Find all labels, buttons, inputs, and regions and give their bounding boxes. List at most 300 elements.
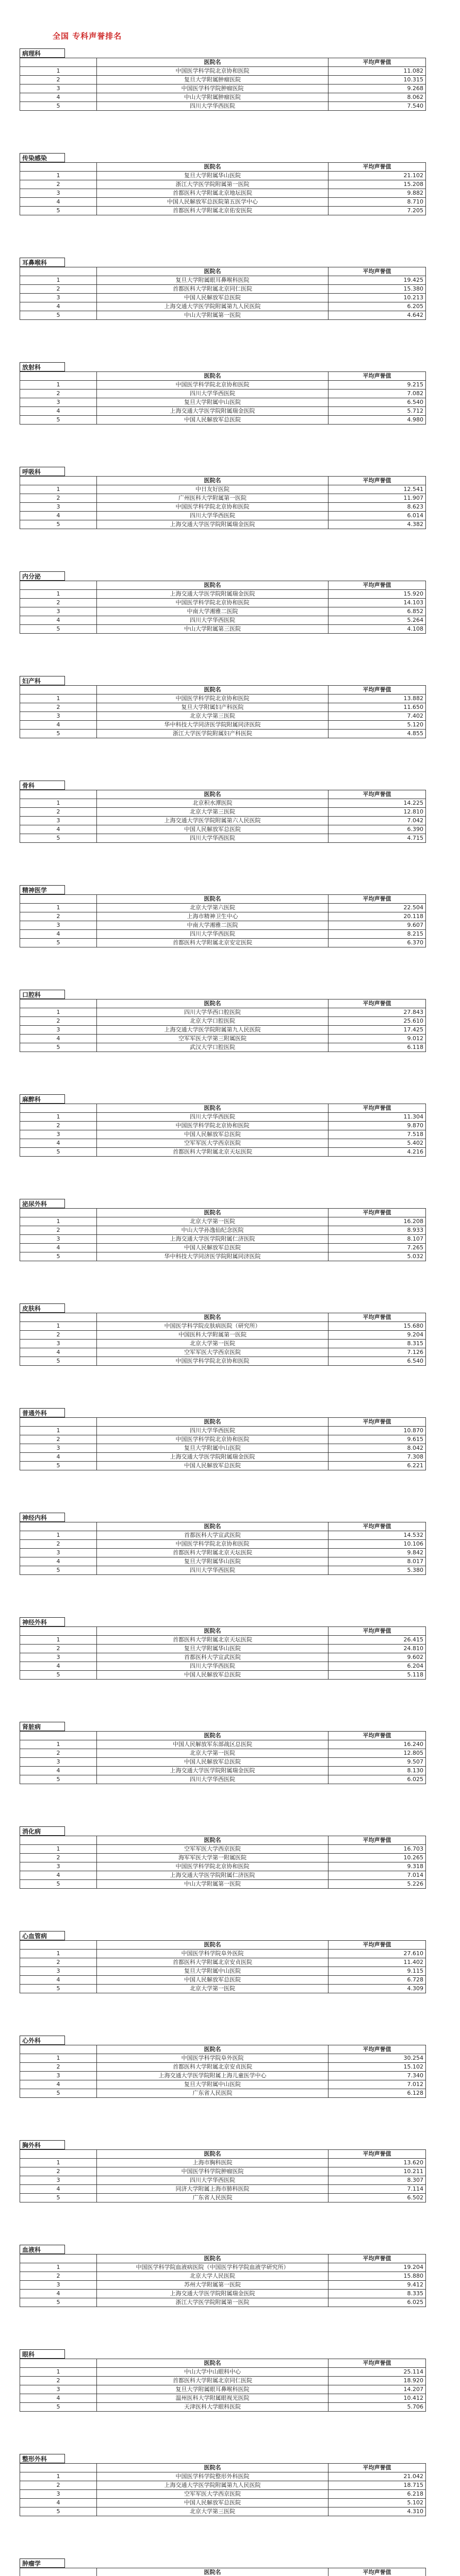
cell-rank: 3 [20,607,97,616]
ranking-table [20,1940,426,1993]
dept-section [20,153,423,215]
cell-hospital: 四川大学华西医院 [97,834,328,843]
cell-score: 5.706 [328,2403,426,2412]
cell-score: 11.082 [328,67,426,76]
column-header-score: 平均声誉值 [328,1209,426,1217]
table-row [20,1348,426,1357]
column-header-rank [20,2045,97,2054]
cell-hospital: 北京大学第六医院 [97,904,328,912]
table-header-row [20,2464,426,2472]
cell-hospital: 广东省人民医院 [97,2194,328,2202]
cell-hospital: 中国医学科学院北京协和医院 [97,67,328,76]
cell-rank: 3 [20,1549,97,1557]
cell-hospital: 上海市精神卫生中心 [97,912,328,921]
table-row [20,825,426,834]
cell-hospital: 首都医科大学附属北京天坛医院 [97,1636,328,1645]
cell-rank: 4 [20,825,97,834]
table-row [20,102,426,111]
cell-hospital: 上海市胸科医院 [97,2159,328,2167]
column-header-rank [20,2568,97,2576]
cell-rank: 5 [20,2507,97,2516]
cell-rank: 5 [20,2298,97,2307]
cell-rank: 4 [20,1035,97,1043]
cell-hospital: 天津医科大学眼科医院 [97,2403,328,2412]
cell-hospital: 中国人民解放军总医院 [97,1976,328,1985]
cell-hospital: 浙江大学医学院附属妇产科医院 [97,730,328,738]
cell-score: 9.882 [328,189,426,198]
cell-rank: 4 [20,1871,97,1880]
cell-hospital: 北京大学第三医院 [97,808,328,817]
cell-hospital: 北京大学第一医院 [97,1749,328,1758]
cell-hospital: 中国人民解放军总医院 [97,1130,328,1139]
ranking-table [20,162,426,215]
table-row [20,2385,426,2394]
dept-section [20,571,423,634]
cell-score: 5.102 [328,2499,426,2507]
cell-score: 4.310 [328,2507,426,2516]
column-header-rank [20,2359,97,2368]
dept-section [20,467,423,529]
cell-score: 7.042 [328,817,426,825]
cell-score: 8.335 [328,2290,426,2298]
cell-hospital: 中国医学科学院肿瘤医院 [97,84,328,93]
table-header-row [20,999,426,1008]
cell-hospital: 中国人民解放军总医院 [97,1758,328,1767]
cell-score: 6.390 [328,825,426,834]
column-header-hospital: 医院名 [97,2255,328,2263]
table-row [20,730,426,738]
cell-score: 6.502 [328,2194,426,2202]
column-header-score: 平均声誉值 [328,372,426,381]
cell-hospital: 复旦大学附属妇产科医院 [97,703,328,712]
table-row [20,302,426,311]
cell-score: 16.703 [328,1845,426,1854]
cell-rank: 5 [20,1775,97,1784]
table-row [20,921,426,930]
cell-score: 8.130 [328,1767,426,1775]
cell-rank: 2 [20,494,97,503]
cell-hospital: 首都医科大学附属北京天坛医院 [97,1148,328,1157]
cell-score: 10.213 [328,294,426,302]
cell-hospital: 四川大学华西医院 [97,1566,328,1575]
ranking-table [20,790,426,843]
cell-hospital: 上海交通大学医学院附属仁济医院 [97,1235,328,1244]
cell-rank: 3 [20,2281,97,2290]
table-row [20,1958,426,1967]
cell-score: 13.882 [328,694,426,703]
dept-section [20,1303,423,1366]
cell-score: 6.128 [328,2089,426,2098]
dept-section [20,362,423,425]
sections-container [0,48,460,2576]
table-row [20,799,426,808]
cell-hospital: 首都医科大学附属北京佑安医院 [97,207,328,215]
cell-rank: 1 [20,2368,97,2377]
column-header-score: 平均声誉值 [328,1313,426,1322]
ranking-table [20,1626,426,1680]
table-row [20,616,426,625]
cell-rank: 1 [20,381,97,389]
cell-score: 7.308 [328,1453,426,1462]
cell-hospital: 复旦大学附属中山医院 [97,1967,328,1976]
cell-rank: 1 [20,1217,97,1226]
dept-label: 精神医学 [20,885,65,894]
cell-hospital: 中山大学附属肿瘤医院 [97,93,328,102]
cell-rank: 2 [20,389,97,398]
column-header-rank [20,1627,97,1636]
cell-rank: 2 [20,1331,97,1340]
table-header-row [20,1418,426,1427]
table-row [20,2089,426,2098]
cell-rank: 5 [20,311,97,320]
cell-score: 9.412 [328,2281,426,2290]
cell-score: 25.114 [328,2368,426,2377]
dept-section [20,1931,423,1993]
cell-hospital: 上海交通大学医学院附属瑞金医院 [97,1453,328,1462]
cell-hospital: 四川大学华西口腔医院 [97,1008,328,1017]
cell-rank: 1 [20,2472,97,2481]
cell-score: 9.607 [328,921,426,930]
cell-hospital: 复旦大学附属华山医院 [97,172,328,180]
column-header-hospital: 医院名 [97,895,328,904]
table-row [20,2377,426,2385]
table-row [20,207,426,215]
table-row [20,172,426,180]
column-header-score: 平均声誉值 [328,1522,426,1531]
cell-hospital: 中国人民解放军总医院 [97,2499,328,2507]
cell-hospital: 复旦大学附属肿瘤医院 [97,76,328,84]
cell-hospital: 空军军医大学西京医院 [97,1348,328,1357]
dept-label: 眼科 [20,2349,65,2359]
table-row [20,2499,426,2507]
cell-rank: 2 [20,1226,97,1235]
cell-hospital: 上海交通大学医学院附属瑞金医院 [97,590,328,599]
cell-rank: 5 [20,2403,97,2412]
table-row [20,84,426,93]
ranking-table [20,894,426,947]
cell-score: 7.265 [328,1244,426,1252]
table-row [20,503,426,512]
column-header-rank [20,1209,97,1217]
table-row [20,416,426,425]
dept-section [20,1722,423,1784]
cell-score: 11.402 [328,1958,426,1967]
cell-score: 9.115 [328,1967,426,1976]
table-row [20,1427,426,1435]
cell-score: 14.103 [328,599,426,607]
table-row [20,599,426,607]
cell-score: 6.221 [328,1462,426,1470]
cell-score: 12.810 [328,808,426,817]
column-header-score: 平均声誉值 [328,999,426,1008]
cell-hospital: 复旦大学附属中山医院 [97,2080,328,2089]
cell-hospital: 上海交通大学医学院附属上海儿童医学中心 [97,2072,328,2080]
cell-rank: 5 [20,1043,97,1052]
column-header-hospital: 医院名 [97,1836,328,1845]
column-header-rank [20,686,97,694]
cell-hospital: 首都医科大学附属北京同仁医院 [97,2377,328,2385]
cell-score: 9.204 [328,1331,426,1340]
cell-score: 8.042 [328,1444,426,1453]
ranking-table [20,2254,426,2307]
table-row [20,912,426,921]
table-row [20,2394,426,2403]
table-row [20,2368,426,2377]
cell-rank: 4 [20,2394,97,2403]
cell-rank: 1 [20,1740,97,1749]
cell-score: 14.532 [328,1531,426,1540]
cell-score: 9.507 [328,1758,426,1767]
cell-hospital: 中山大学孙逸仙纪念医院 [97,1226,328,1235]
cell-hospital: 苏州大学附属第一医院 [97,2281,328,2290]
table-row [20,407,426,416]
cell-hospital: 首都医科大学附属北京同仁医院 [97,285,328,294]
cell-rank: 2 [20,703,97,712]
column-header-hospital: 医院名 [97,2359,328,2368]
cell-hospital: 复旦大学附属眼耳鼻喉科医院 [97,2385,328,2394]
cell-score: 4.382 [328,520,426,529]
table-header-row [20,1522,426,1531]
dept-section [20,1826,423,1889]
cell-rank: 3 [20,1758,97,1767]
dept-label: 肿瘤学 [20,2558,65,2568]
cell-hospital: 上海交通大学医学院附属瑞金医院 [97,407,328,416]
cell-hospital: 海军军医大学第一附属医院 [97,1854,328,1862]
cell-rank: 3 [20,817,97,825]
cell-hospital: 四川大学华西医院 [97,616,328,625]
table-row [20,311,426,320]
cell-hospital: 北京大学第一医院 [97,1217,328,1226]
cell-hospital: 空军军医大学西京医院 [97,1139,328,1148]
cell-rank: 3 [20,503,97,512]
cell-rank: 1 [20,904,97,912]
cell-score: 30.254 [328,2054,426,2063]
ranking-table [20,58,426,111]
column-header-rank [20,58,97,67]
cell-score: 5.712 [328,407,426,416]
table-row [20,1462,426,1470]
cell-hospital: 上海交通大学医学院附属第六人民医院 [97,817,328,825]
cell-score: 24.810 [328,1645,426,1653]
cell-score: 15.208 [328,180,426,189]
cell-hospital: 北京大学第三医院 [97,712,328,721]
dept-section [20,2454,423,2516]
cell-score: 9.268 [328,84,426,93]
cell-score: 12.541 [328,485,426,494]
cell-rank: 4 [20,1976,97,1985]
cell-rank: 1 [20,2159,97,2167]
cell-score: 13.620 [328,2159,426,2167]
cell-rank: 2 [20,1122,97,1130]
cell-score: 10.870 [328,1427,426,1435]
column-header-score: 平均声誉值 [328,58,426,67]
cell-rank: 2 [20,1645,97,1653]
cell-rank: 5 [20,2194,97,2202]
cell-rank: 2 [20,1435,97,1444]
cell-rank: 5 [20,416,97,425]
cell-hospital: 中国医学科学院北京协和医院 [97,1540,328,1549]
column-header-score: 平均声誉值 [328,686,426,694]
cell-rank: 3 [20,2072,97,2080]
cell-hospital: 中山大学附属第三医院 [97,625,328,634]
table-header-row [20,2150,426,2159]
column-header-rank [20,790,97,799]
column-header-hospital: 医院名 [97,2150,328,2159]
cell-hospital: 中国人民解放军总医院 [97,1244,328,1252]
cell-rank: 2 [20,599,97,607]
cell-rank: 4 [20,1557,97,1566]
cell-rank: 1 [20,1845,97,1854]
table-row [20,694,426,703]
table-row [20,1340,426,1348]
cell-score: 21.042 [328,2472,426,2481]
table-row [20,1035,426,1043]
cell-rank: 3 [20,921,97,930]
cell-hospital: 复旦大学附属中山医院 [97,398,328,407]
cell-score: 7.014 [328,1871,426,1880]
column-header-rank [20,2150,97,2159]
column-header-hospital: 医院名 [97,372,328,381]
table-header-row [20,895,426,904]
cell-hospital: 中国人民解放军总医院 [97,1671,328,1680]
dept-label: 整形外科 [20,2454,65,2463]
cell-rank: 2 [20,2377,97,2385]
dept-section [20,2140,423,2202]
table-header-row [20,2045,426,2054]
cell-score: 6.205 [328,302,426,311]
table-row [20,1845,426,1854]
dept-section [20,1199,423,1261]
table-row [20,1540,426,1549]
cell-rank: 5 [20,730,97,738]
cell-hospital: 首都医科大学宣武医院 [97,1531,328,1540]
cell-rank: 3 [20,398,97,407]
table-header-row [20,1836,426,1845]
table-row [20,1139,426,1148]
table-row [20,2159,426,2167]
column-header-hospital: 医院名 [97,2568,328,2576]
table-row [20,2167,426,2176]
ranking-table [20,999,426,1052]
cell-rank: 1 [20,799,97,808]
cell-rank: 1 [20,1636,97,1645]
cell-score: 8.062 [328,93,426,102]
cell-rank: 1 [20,1950,97,1958]
column-header-score: 平均声誉值 [328,2045,426,2054]
table-row [20,1017,426,1026]
table-row [20,1767,426,1775]
cell-rank: 3 [20,2490,97,2499]
table-row [20,1113,426,1122]
cell-rank: 3 [20,189,97,198]
column-header-score: 平均声誉值 [328,1836,426,1845]
column-header-rank [20,2464,97,2472]
table-row [20,2272,426,2281]
cell-hospital: 浙江大学医学院附属第一医院 [97,2298,328,2307]
cell-rank: 4 [20,2499,97,2507]
ranking-table [20,476,426,529]
cell-score: 6.728 [328,1976,426,1985]
ranking-table [20,685,426,738]
table-row [20,1435,426,1444]
cell-score: 4.980 [328,416,426,425]
dept-section [20,2245,423,2307]
dept-label: 病理科 [20,48,65,58]
cell-rank: 5 [20,834,97,843]
table-row [20,381,426,389]
column-header-score: 平均声誉值 [328,2359,426,2368]
table-row [20,2472,426,2481]
cell-hospital: 广州医科大学附属第一医院 [97,494,328,503]
cell-rank: 3 [20,712,97,721]
cell-score: 19.425 [328,276,426,285]
table-row [20,2263,426,2272]
cell-hospital: 上海交通大学医学院附属第九人民医院 [97,302,328,311]
table-row [20,67,426,76]
cell-rank: 2 [20,2063,97,2072]
table-row [20,1566,426,1575]
dept-label: 麻醉科 [20,1094,65,1104]
table-header-row [20,1941,426,1950]
cell-rank: 5 [20,207,97,215]
cell-hospital: 复旦大学附属眼耳鼻喉科医院 [97,276,328,285]
cell-rank: 2 [20,180,97,189]
cell-rank: 2 [20,2272,97,2281]
cell-score: 9.012 [328,1035,426,1043]
table-row [20,389,426,398]
ranking-table [20,1417,426,1470]
cell-hospital: 中日友好医院 [97,485,328,494]
table-row [20,285,426,294]
table-header-row [20,163,426,172]
cell-score: 8.933 [328,1226,426,1235]
cell-hospital: 中国医学科学院阜外医院 [97,1950,328,1958]
cell-hospital: 北京大学第一医院 [97,1985,328,1993]
cell-score: 15.102 [328,2063,426,2072]
table-row [20,1148,426,1157]
cell-hospital: 中南大学湘雅二医院 [97,607,328,616]
cell-hospital: 上海交通大学医学院附属仁济医院 [97,1871,328,1880]
table-header-row [20,477,426,485]
cell-score: 16.240 [328,1740,426,1749]
table-row [20,180,426,189]
cell-rank: 1 [20,67,97,76]
table-header-row [20,58,426,67]
cell-hospital: 首都医科大学附属北京安贞医院 [97,2063,328,2072]
table-row [20,520,426,529]
cell-hospital: 首都医科大学附属北京地坛医院 [97,189,328,198]
column-header-rank [20,1732,97,1740]
cell-rank: 5 [20,1985,97,1993]
dept-section [20,676,423,738]
table-header-row [20,267,426,276]
cell-rank: 4 [20,93,97,102]
dept-label: 呼吸科 [20,467,65,476]
table-row [20,2072,426,2080]
table-row [20,1026,426,1035]
column-header-hospital: 医院名 [97,163,328,172]
cell-score: 7.114 [328,2185,426,2194]
table-row [20,1636,426,1645]
column-header-rank [20,581,97,590]
cell-score: 6.025 [328,1775,426,1784]
column-header-hospital: 医院名 [97,1313,328,1322]
cell-score: 9.602 [328,1653,426,1662]
cell-score: 4.642 [328,311,426,320]
cell-hospital: 中山大学附属第一医院 [97,311,328,320]
cell-score: 5.402 [328,1139,426,1148]
table-header-row [20,790,426,799]
